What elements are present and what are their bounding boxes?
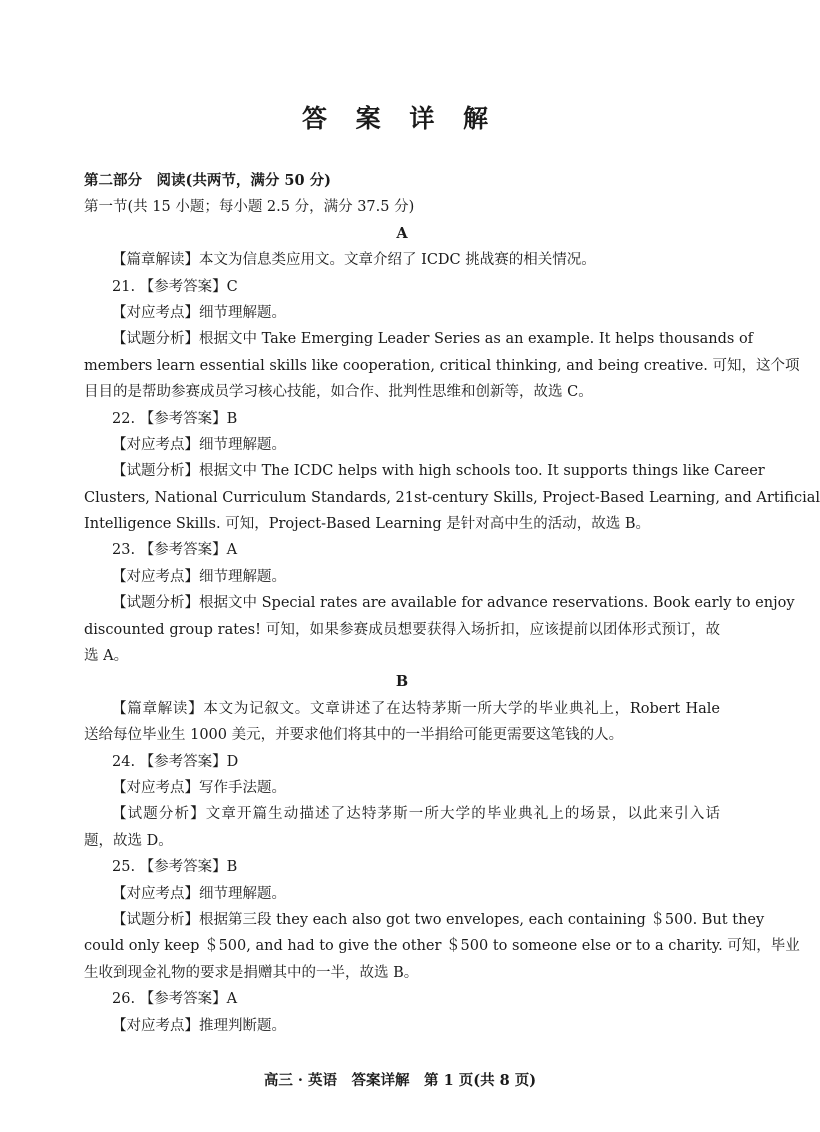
text-line: 选 A。 <box>84 648 129 665</box>
text-line: 【篇章解读】本文为信息类应用文。文章介绍了 ICDC 挑战赛的相关情况。 <box>112 252 596 269</box>
text-line: 【对应考点】细节理解题。 <box>112 304 286 321</box>
text-line: 23. 【参考答案】A <box>112 542 238 559</box>
section-heading: A <box>396 224 408 242</box>
page-footer: 高三 · 英语 答案详解 第 1 页(共 8 页) <box>263 1072 537 1089</box>
text-line: 【试题分析】根据文中 Special rates are available for advance reservations. Book early to enjoy <box>112 595 795 612</box>
text-line: 第二部分 阅读(共两节，满分 50 分) <box>84 172 331 189</box>
text-line: 【试题分析】根据文中 Take Emerging Leader Series as an example. It helps thousands of <box>112 331 754 348</box>
text-line: 【对应考点】推理判断题。 <box>112 1017 286 1034</box>
text-line: 22. 【参考答案】B <box>112 410 238 427</box>
text-line: 【对应考点】细节理解题。 <box>112 436 286 453</box>
text-line: 【试题分析】根据文中 The ICDC helps with high schools too. It supports things like Career <box>112 463 765 480</box>
text-line: 24. 【参考答案】D <box>112 753 239 770</box>
text-line: could only keep ＄500, and had to give the other ＄500 to someone else or to a charity. 可知，毕业 <box>84 938 800 955</box>
text-line: 题，故选 D。 <box>84 832 173 849</box>
text-line: 目目的是帮助参赛成员学习核心技能，如合作、批判性思维和创新等，故选 C。 <box>84 384 593 401</box>
text-line: 【试题分析】根据第三段 they each also got two envelopes, each containing ＄500. But they <box>112 911 765 928</box>
text-line: 【对应考点】细节理解题。 <box>112 885 286 902</box>
text-line: 25. 【参考答案】B <box>112 859 238 876</box>
page-title: 答 案 详 解 <box>301 104 499 133</box>
text-line: 送给每位毕业生 1000 美元，并要求他们将其中的一半捐给可能更需要这笔钱的人。 <box>84 727 624 744</box>
text-line: Intelligence Skills. 可知，Project-Based Learning 是针对高中生的活动，故选 B。 <box>84 516 651 533</box>
section-heading: B <box>395 673 409 691</box>
answer-content <box>84 168 820 1039</box>
text-line: 【对应考点】细节理解题。 <box>112 568 286 585</box>
text-line: 21. 【参考答案】C <box>112 278 238 295</box>
text-line: 【对应考点】写作手法题。 <box>112 779 286 796</box>
text-line: discounted group rates! 可知，如果参赛成员想要获得入场折扣，应该提前以团体形式预订，故 <box>84 621 720 638</box>
text-line: 【试题分析】文章开篇生动描述了达特茅斯一所大学的毕业典礼上的场景，以此来引入话 <box>112 806 720 823</box>
text-line: 【篇章解读】本文为记叙文。文章讲述了在达特茅斯一所大学的毕业典礼上，Robert Hale <box>112 700 720 717</box>
text-line: 生收到现金礼物的要求是捐赠其中的一半，故选 B。 <box>84 964 419 981</box>
text-line: Clusters, National Curriculum Standards, 21st-century Skills, Project-Based Learning, and Artificial <box>84 489 820 506</box>
text-line: 第一节(共 15 小题；每小题 2.5 分，满分 37.5 分) <box>84 199 415 216</box>
text-line: members learn essential skills like cooperation, critical thinking, and being creative. 可知，这个项 <box>84 357 800 374</box>
text-line: 26. 【参考答案】A <box>112 991 238 1008</box>
